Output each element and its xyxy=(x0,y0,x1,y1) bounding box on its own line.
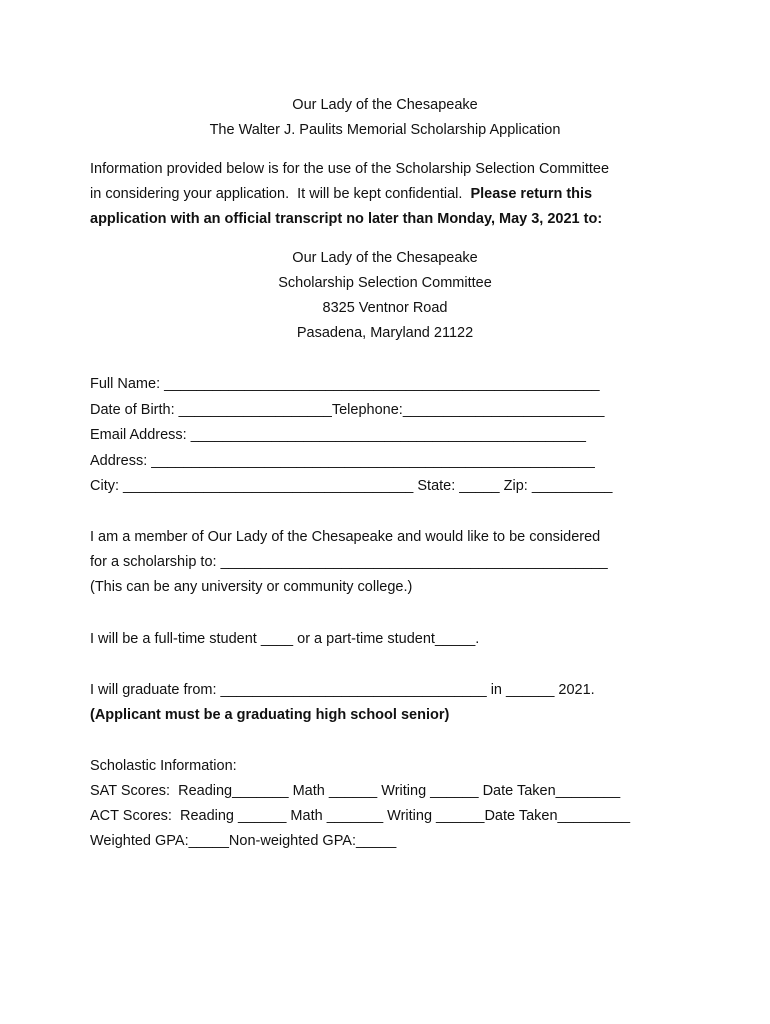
address-city: Pasadena, Maryland 21122 xyxy=(296,325,474,341)
sat-scores-field[interactable]: SAT Scores: Reading_______ Math ______ Writing ______ Date Taken________ xyxy=(90,783,621,799)
act-scores-field[interactable]: ACT Scores: Reading ______ Math _______ Writing ______Date Taken_________ xyxy=(90,808,631,824)
intro-line-3: application with an official transcript no later than Monday, May 3, 2021 to: xyxy=(90,211,603,227)
scholastic-heading: Scholastic Information: xyxy=(90,758,237,774)
dob-telephone-field[interactable]: Date of Birth: ___________________Telephone:_________________________ xyxy=(90,402,605,418)
address-field[interactable]: Address: _______________________________________________________ xyxy=(90,453,595,469)
graduation-note: (Applicant must be a graduating high school senior) xyxy=(90,707,450,723)
city-state-zip-field[interactable]: City: ____________________________________ State: _____ Zip: __________ xyxy=(90,478,613,494)
membership-note: (This can be any university or community college.) xyxy=(90,579,413,595)
address-name: Our Lady of the Chesapeake xyxy=(292,250,478,266)
intro-line-2 xyxy=(90,184,592,204)
graduation-field[interactable]: I will graduate from: _________________________________ in ______ 2021. xyxy=(90,682,595,698)
gpa-field[interactable]: Weighted GPA:_____Non-weighted GPA:_____ xyxy=(90,833,397,849)
header-org: Our Lady of the Chesapeake xyxy=(292,97,478,113)
intro-line-2-bold: Please return this xyxy=(470,186,593,202)
address-committee: Scholarship Selection Committee xyxy=(278,275,492,291)
application-title: The Walter J. Paulits Memorial Scholarship Application xyxy=(209,122,561,138)
student-status-field[interactable]: I will be a full-time student ____ or a part-time student_____. xyxy=(90,631,480,647)
full-name-field[interactable]: Full Name: ______________________________________________________ xyxy=(90,376,600,392)
intro-line-2-text: in considering your application. It will be kept confidential. xyxy=(90,186,471,202)
membership-line-1: I am a member of Our Lady of the Chesapeake and would like to be considered xyxy=(90,529,601,545)
address-street: 8325 Ventnor Road xyxy=(322,300,448,316)
scholarship-school-field[interactable]: for a scholarship to: ________________________________________________ xyxy=(90,554,608,570)
intro-line-1: Information provided below is for the use of the Scholarship Selection Committee xyxy=(90,161,610,177)
email-field[interactable]: Email Address: _________________________________________________ xyxy=(90,427,586,443)
